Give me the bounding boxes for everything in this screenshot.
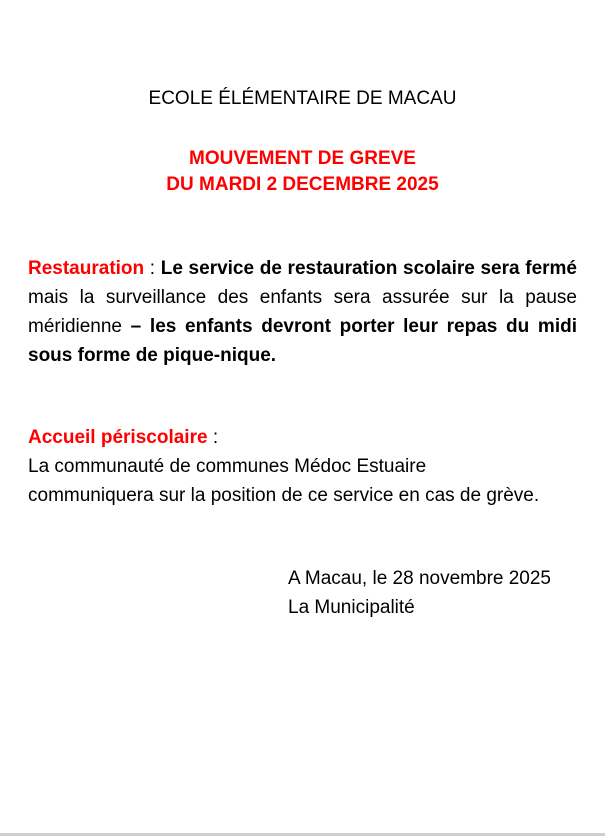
signature-author: La Municipalité	[288, 597, 415, 618]
accueil-label: Accueil périscolaire	[28, 427, 208, 448]
restauration-paragraph	[28, 254, 577, 370]
school-name: ECOLE ÉLÉMENTAIRE DE MACAU	[148, 88, 457, 109]
accueil-line1: La communauté de communes Médoc Estuaire	[28, 456, 427, 477]
accueil-separator: :	[207, 427, 219, 448]
restauration-picnic-notice: – les enfants devront porter leur repas du midi sous forme de pique-nique.	[28, 316, 577, 366]
strike-title-line2: DU MARDI 2 DECEMBRE 2025	[166, 174, 439, 195]
signature-block	[288, 564, 551, 622]
accueil-paragraph	[28, 423, 577, 510]
signature-place-date: A Macau, le 28 novembre 2025	[288, 568, 552, 589]
strike-title	[0, 146, 605, 198]
restauration-label: Restauration	[28, 258, 145, 279]
restauration-closed-notice: Le service de restauration scolaire sera fermé	[160, 258, 577, 279]
strike-title-line1: MOUVEMENT DE GREVE	[189, 148, 416, 169]
accueil-line2: communiquera sur la position de ce service en cas de grève.	[28, 485, 540, 506]
restauration-supervision-text: mais la surveillance des enfants sera assurée sur la pause méridienne	[28, 287, 577, 337]
restauration-separator: :	[144, 258, 161, 279]
